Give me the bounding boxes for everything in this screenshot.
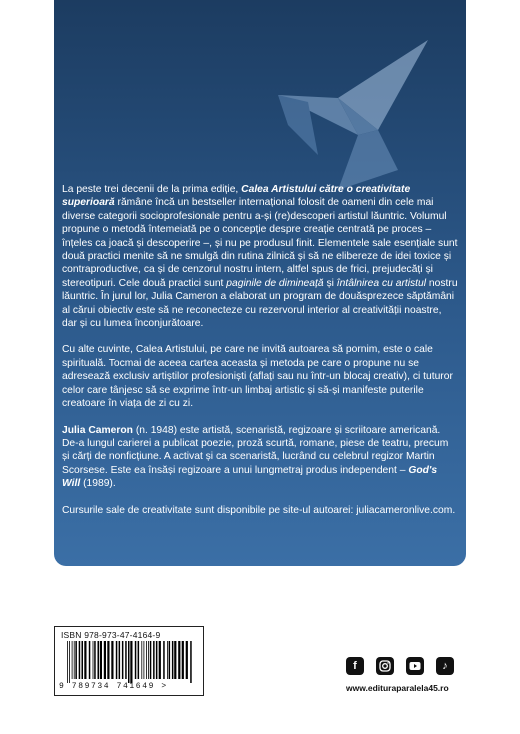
blurb-paragraph (62, 424, 458, 491)
isbn-barcode-box (54, 626, 204, 696)
text-run: (n. 1948) este artistă, scenaristă, regizoare și scriitoare americană. De-a lungul carierei a publicat poezie, proză scurtă, romane, piese de teatru, precum și cărți de nonficțiune. A activat și ca scenaristă, lucrând cu celebrul regizor Martin Scorsese. Este ea însăși regizoare a unui lungmetraj produs independent – (62, 424, 449, 476)
instagram-icon[interactable] (376, 657, 394, 675)
youtube-icon[interactable] (406, 657, 424, 675)
facebook-icon[interactable]: f (346, 657, 364, 675)
text-run: La peste trei decenii de la prima ediție, (62, 184, 242, 195)
text-run: Calea Artistului către o creativitate superioară (62, 184, 411, 209)
website-link[interactable]: www.edituraparalela45.ro (346, 683, 449, 693)
blurb-paragraph (62, 183, 458, 330)
text-run: întâlnirea cu artistul (336, 277, 427, 289)
text-run: Cu alte cuvinte, Calea Artistului, pe care ne invită autoarea să pornim, este o cale spirituală. Tocmai de aceea cartea aceasta și metoda pe care o propune nu se adresează exclusiv artiștilor profesioniști (aflați sau nu într-un blocaj creativ), ci tuturor celor care tânjesc să se exprime într-un limbaj artistic și să-și manifeste puterile creatoare în viața de zi cu zi. (62, 344, 453, 410)
text-run: (1989). (80, 478, 116, 490)
blurb-paragraph (62, 504, 458, 517)
text-run: paginile de dimineață (226, 277, 324, 289)
social-icons (346, 657, 454, 675)
text-run: rămâne încă un bestseller internațional folosit de oameni din cele mai diverse categorii socioprofesionale pentru a-și (re)descoperi artistul lăuntric. Volumul propune o metodă întemeiată pe o concepție despre creație centrată pe proces – înțeles ca joacă și descoperire –, și nu pe produsul finit. Elementele sale esențiale sunt două practici menite să ne smulgă din rutina zilnică și să ne elibereze de idei toxice și contraproductive, ca și de cenzorul nostru intern, altfel spus de frici, prejudecăți și stereotipuri. Cele două practici sunt (62, 197, 458, 289)
text-run: Cursurile sale de creativitate sunt disponibile pe site-ul autoarei: juliacameronlive.com. (62, 504, 456, 516)
text-run: și (323, 277, 337, 289)
text-run: God's Will (62, 464, 438, 490)
barcode-digits: 9 789734 741649 > (59, 682, 168, 691)
blurb-text (62, 183, 458, 517)
text-run: Julia Cameron (62, 424, 133, 436)
blurb-paragraph (62, 343, 458, 410)
origami-bird-icon (278, 40, 438, 200)
back-cover-panel (54, 0, 466, 566)
text-run: nostru lăuntric. În jurul lor, Julia Cameron a elaborat un program de douăsprezece săptămâni al cărui obiectiv este să ne reconecteze cu rezervorul interior al creativității noastre, dar și cu lumea înconjurătoare. (62, 277, 458, 330)
isbn-label: ISBN 978-973-47-4164-9 (61, 630, 161, 640)
tiktok-icon[interactable]: ♪ (436, 657, 454, 675)
barcode (65, 641, 193, 683)
